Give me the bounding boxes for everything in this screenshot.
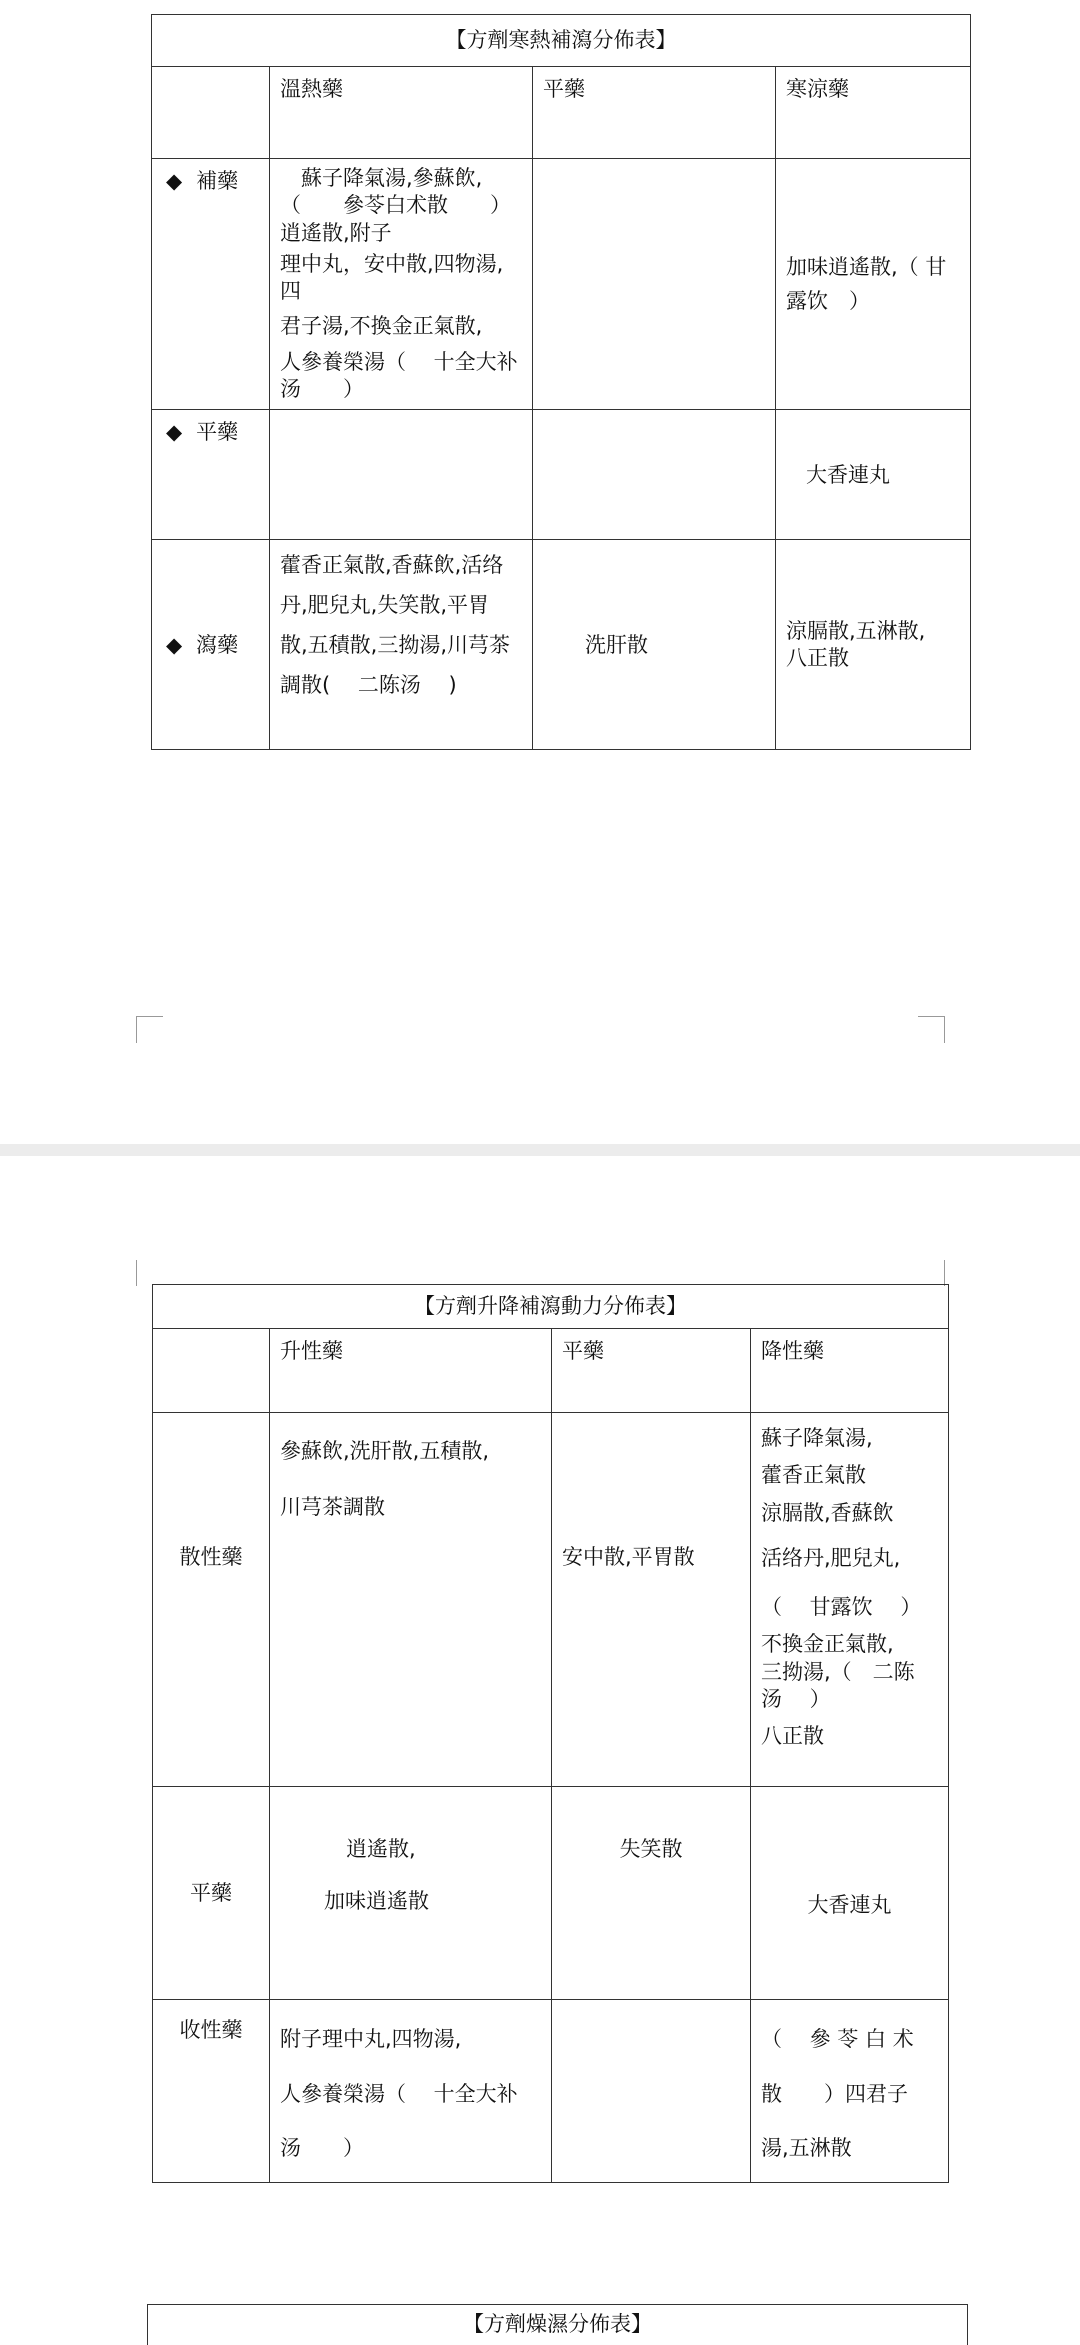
cold-heat-tonify-purge-table (151, 14, 971, 750)
cell-astringing-neutral (552, 2000, 751, 2183)
cell-neutral-neutral: 失笑散 (552, 1787, 751, 2000)
row-label-tonify (152, 159, 270, 410)
cell-line: （ 甘露饮 ） (761, 1595, 922, 1620)
cell-line: 涼膈散,五淋散, (786, 618, 926, 643)
header-empty (152, 67, 270, 159)
row-label-neutral: 平藥 (153, 1787, 270, 2000)
table-title: 【方劑燥濕分佈表】 (148, 2305, 968, 2345)
header-descending: 降性藥 (751, 1329, 949, 1413)
cell-line: 川芎茶調散 (280, 1494, 385, 1519)
cell-line: 露饮 ） (786, 289, 870, 314)
ascend-descend-dynamics-table (152, 1284, 949, 2183)
cell-line: 湯,五淋散 (761, 2136, 852, 2161)
cell-line: （ 參 苓 白 术 (761, 2027, 914, 2051)
header-cold: 寒涼藥 (776, 67, 971, 159)
cell-line: 三拗湯,（ 二陈 (761, 1659, 915, 1684)
header-ascending: 升性藥 (270, 1329, 552, 1413)
header-neutral: 平藥 (533, 67, 776, 159)
cell-line: 君子湯,不換金正氣散, (280, 314, 483, 339)
diamond-bullet-icon: ◆ (166, 169, 183, 193)
cell-line: 不換金正氣散, (761, 1632, 894, 1657)
header-empty (153, 1329, 270, 1413)
cell-line: 藿香正氣散,香蘇飲,活络 (280, 553, 504, 578)
dry-damp-distribution-table (147, 2304, 968, 2345)
cell-line: 大香連丸 (807, 1892, 892, 1917)
cell-neutral-neutral (533, 410, 776, 540)
row-label-text: 瀉藥 (196, 632, 239, 657)
cell-line: 活络丹,肥兒丸, (761, 1545, 901, 1570)
row-label-text: 平藥 (196, 420, 239, 445)
cell-line: 參蘇飲,洗肝散,五積散, (280, 1439, 490, 1463)
cell-line: 八正散 (786, 645, 849, 670)
cell-line: 散,五積散,三拗湯,川芎茶 (280, 633, 511, 658)
cell-line: 八正散 (761, 1724, 824, 1749)
document-page-2 (0, 1156, 1080, 2340)
cell-astringing-up (270, 2000, 552, 2183)
cell-line: 汤 ） (280, 2136, 364, 2161)
cell-neutral-up (270, 1787, 552, 2000)
table-title: 【方劑寒熱補瀉分佈表】 (152, 15, 971, 67)
row-label-text: 補藥 (196, 169, 239, 193)
cell-line: 逍遙散, (346, 1837, 416, 1861)
cell-dispersing-down (751, 1413, 949, 1787)
cell-line: 加味逍遙散,（ 甘 (786, 254, 947, 279)
cell-dispersing-up (270, 1413, 552, 1787)
page-margin-corner-mark (136, 1016, 163, 1043)
cell-line: 大香連丸 (806, 462, 890, 487)
cell-line: （ 參苓白术散 ） (280, 193, 511, 218)
cell-astringing-down (751, 2000, 949, 2183)
cell-line: 蘇子降氣湯, (761, 1426, 873, 1450)
cell-line: 人參養榮湯（ 十全大补 (280, 349, 518, 374)
cell-dispersing-neutral: 安中散,平胃散 (552, 1413, 751, 1787)
cell-line: 汤 ） (280, 377, 364, 402)
page-margin-corner-mark (918, 1260, 945, 1286)
table-title: 【方劑升降補瀉動力分佈表】 (153, 1285, 949, 1329)
cell-neutral-warm (270, 410, 533, 540)
cell-spacer (280, 1469, 541, 1491)
cell-tonify-warm (270, 159, 533, 410)
cell-line: 人參養榮湯（ 十全大补 (280, 2081, 518, 2106)
cell-line: 藿香正氣散 (761, 1463, 866, 1488)
row-label-neutral (152, 410, 270, 540)
cell-tonify-neutral (533, 159, 776, 410)
diamond-bullet-icon: ◆ (166, 420, 183, 445)
cell-purge-cold (776, 540, 971, 750)
cell-line: 蘇子降氣湯,參蘇飲, (280, 166, 483, 190)
page-separator (0, 1144, 1080, 1156)
page-margin-corner-mark (136, 1260, 163, 1286)
row-label-astringing: 收性藥 (153, 2000, 270, 2183)
header-warm: 溫熱藥 (270, 67, 533, 159)
row-label-dispersing: 散性藥 (153, 1413, 270, 1787)
row-label-purge (152, 540, 270, 750)
cell-neutral-cold (776, 410, 971, 540)
cell-neutral-down (751, 1787, 949, 2000)
cell-line: 汤 ） (761, 1687, 831, 1712)
cell-purge-warm (270, 540, 533, 750)
diamond-bullet-icon: ◆ (166, 632, 183, 657)
page-margin-corner-mark (918, 1016, 945, 1043)
cell-tonify-cold (776, 159, 971, 410)
cell-line: 加味逍遙散 (324, 1888, 429, 1913)
header-neutral: 平藥 (552, 1329, 751, 1413)
cell-line: 理中丸，安中散,四物湯,四 (280, 251, 504, 304)
cell-line: 調散( 二陈汤 ) (280, 673, 457, 698)
cell-purge-neutral: 洗肝散 (533, 540, 776, 750)
document-page-1 (0, 0, 1080, 1144)
cell-line: 丹,肥兒丸,失笑散,平胃 (280, 593, 490, 618)
cell-line: 涼膈散,香蘇飲 (761, 1500, 894, 1525)
cell-line: 附子理中丸,四物湯, (280, 2027, 462, 2051)
cell-line: 逍遙散,附子 (280, 220, 392, 245)
cell-line: 散 ）四君子 (761, 2081, 908, 2106)
